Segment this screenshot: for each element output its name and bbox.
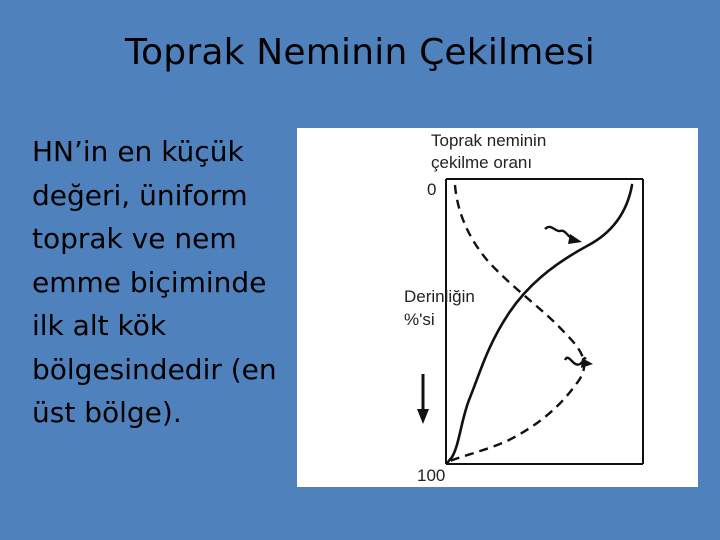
figure-canvas: [297, 128, 698, 487]
slide-title: Toprak Neminin Çekilmesi: [124, 32, 596, 73]
y-axis-label-line1: Derinliğin: [404, 287, 475, 306]
arrowhead-lower: [581, 358, 593, 368]
moisture-extraction-figure: [297, 128, 698, 487]
x-axis-label-line2: çekilme oranı: [431, 153, 533, 172]
y-axis-top-tick: 0: [427, 180, 437, 199]
slide-body-text: HN’in en küçük değeri, üniform toprak ve nem emme biçiminde ilk alt kök bölgesindedir (en üst bölge).: [32, 135, 277, 429]
y-axis-bottom-tick: 100: [417, 466, 446, 485]
moisture-dashed-curve: [450, 185, 584, 461]
depth-down-arrow-head: [417, 409, 429, 424]
arrowhead-upper: [568, 234, 582, 244]
y-axis-label-line2: %'si: [404, 310, 435, 329]
x-axis-label-line1: Toprak neminin: [431, 131, 547, 150]
